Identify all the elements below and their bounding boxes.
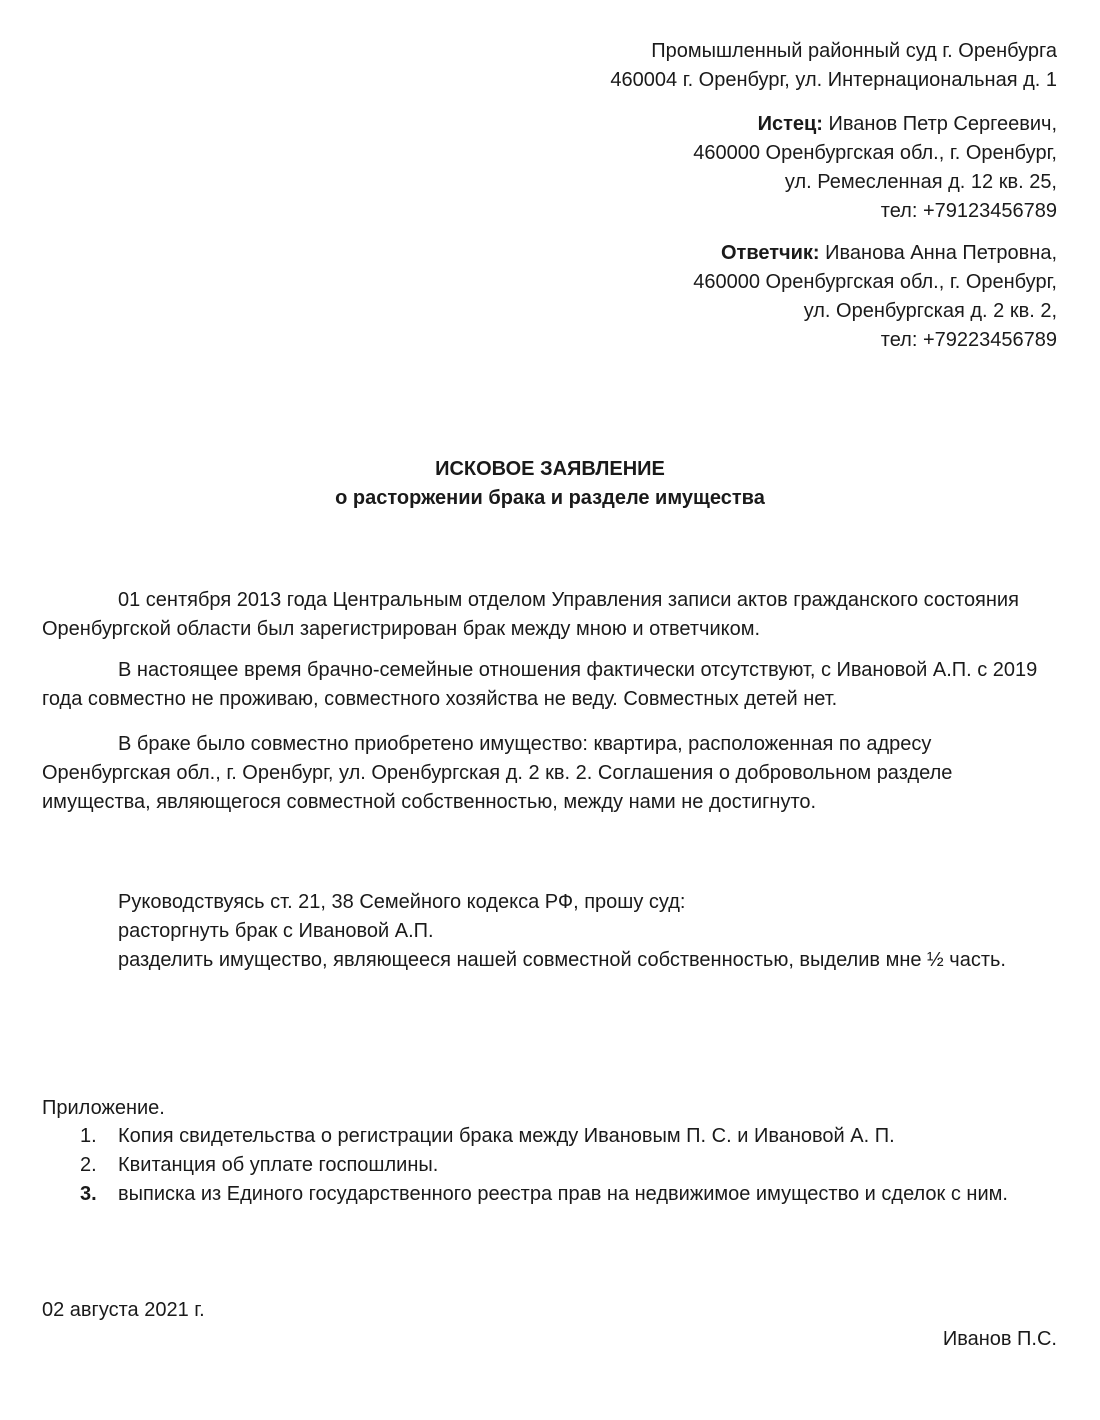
court-address: 460004 г. Оренбург, ул. Интернациональная д. 1 bbox=[610, 69, 1057, 91]
defendant-phone: тел: +79223456789 bbox=[880, 329, 1057, 351]
document-date: 02 августа 2021 г. bbox=[42, 1299, 205, 1321]
list-item bbox=[42, 1151, 1058, 1180]
court-name: Промышленный районный суд г. Оренбурга bbox=[651, 40, 1057, 62]
request-intro: Руководствуясь ст. 21, 38 Семейного кодекса РФ, прошу суд: bbox=[118, 891, 686, 913]
plaintiff-address-line1: 460000 Оренбургская обл., г. Оренбург, bbox=[693, 142, 1057, 164]
defendant-name-line bbox=[693, 239, 1057, 268]
list-item-number: 1. bbox=[80, 1125, 97, 1147]
paragraph-2: В настоящее время брачно-семейные отношения фактически отсутствуют, с Ивановой А.П. с 2019 года совместно не проживаю, совместного хозяйства не веду. Совместных детей нет. bbox=[42, 659, 1038, 710]
request-item-2: разделить имущество, являющееся нашей совместной собственностью, выделив мне ½ часть. bbox=[118, 949, 1006, 971]
list-item bbox=[42, 1180, 1058, 1209]
title-subtitle: о расторжении брака и разделе имущества bbox=[335, 487, 765, 509]
paragraph-3: В браке было совместно приобретено имущество: квартира, расположенная по адресу Оренбургская обл., г. Оренбург, ул. Оренбургская д. 2 кв. 2. Соглашения о добровольном разделе имущества, являющегося совместной собственностью, между нами не достигнуто. bbox=[42, 733, 953, 813]
list-item bbox=[42, 1122, 1058, 1151]
request-block bbox=[42, 888, 1058, 975]
defendant-address-line2: ул. Оренбургская д. 2 кв. 2, bbox=[803, 300, 1057, 322]
plaintiff-name: Иванов Петр Сергеевич, bbox=[822, 113, 1057, 135]
defendant-name: Иванова Анна Петровна, bbox=[819, 242, 1057, 264]
court-block bbox=[610, 37, 1057, 95]
title-main: ИСКОВОЕ ЗАЯВЛЕНИЕ bbox=[435, 458, 665, 480]
list-item-text: Квитанция об уплате госпошлины. bbox=[118, 1154, 439, 1176]
plaintiff-block bbox=[693, 110, 1057, 226]
signature: Иванов П.С. bbox=[942, 1328, 1057, 1350]
list-item-number: 2. bbox=[80, 1154, 97, 1176]
attachments-title: Приложение. bbox=[42, 1097, 165, 1119]
plaintiff-address-line2: ул. Ремесленная д. 12 кв. 25, bbox=[784, 171, 1057, 193]
plaintiff-phone: тел: +79123456789 bbox=[880, 200, 1057, 222]
attachments-list bbox=[42, 1122, 1058, 1209]
document-title bbox=[0, 455, 1100, 513]
defendant-label: Ответчик: bbox=[720, 242, 820, 264]
list-item-number: 3. bbox=[80, 1183, 97, 1205]
list-item-text: выписка из Единого государственного реестра прав на недвижимое имущество и сделок с ним. bbox=[118, 1183, 1008, 1205]
request-item-1: расторгнуть брак с Ивановой А.П. bbox=[118, 920, 434, 942]
plaintiff-label: Истец: bbox=[757, 113, 823, 135]
defendant-block bbox=[693, 239, 1057, 355]
paragraph-1: 01 сентября 2013 года Центральным отделом Управления записи актов гражданского состояния Оренбургской области был зарегистрирован брак между мною и ответчиком. bbox=[42, 589, 1019, 640]
defendant-address-line1: 460000 Оренбургская обл., г. Оренбург, bbox=[693, 271, 1057, 293]
plaintiff-name-line bbox=[693, 110, 1057, 139]
list-item-text: Копия свидетельства о регистрации брака между Ивановым П. С. и Ивановой А. П. bbox=[118, 1125, 895, 1147]
